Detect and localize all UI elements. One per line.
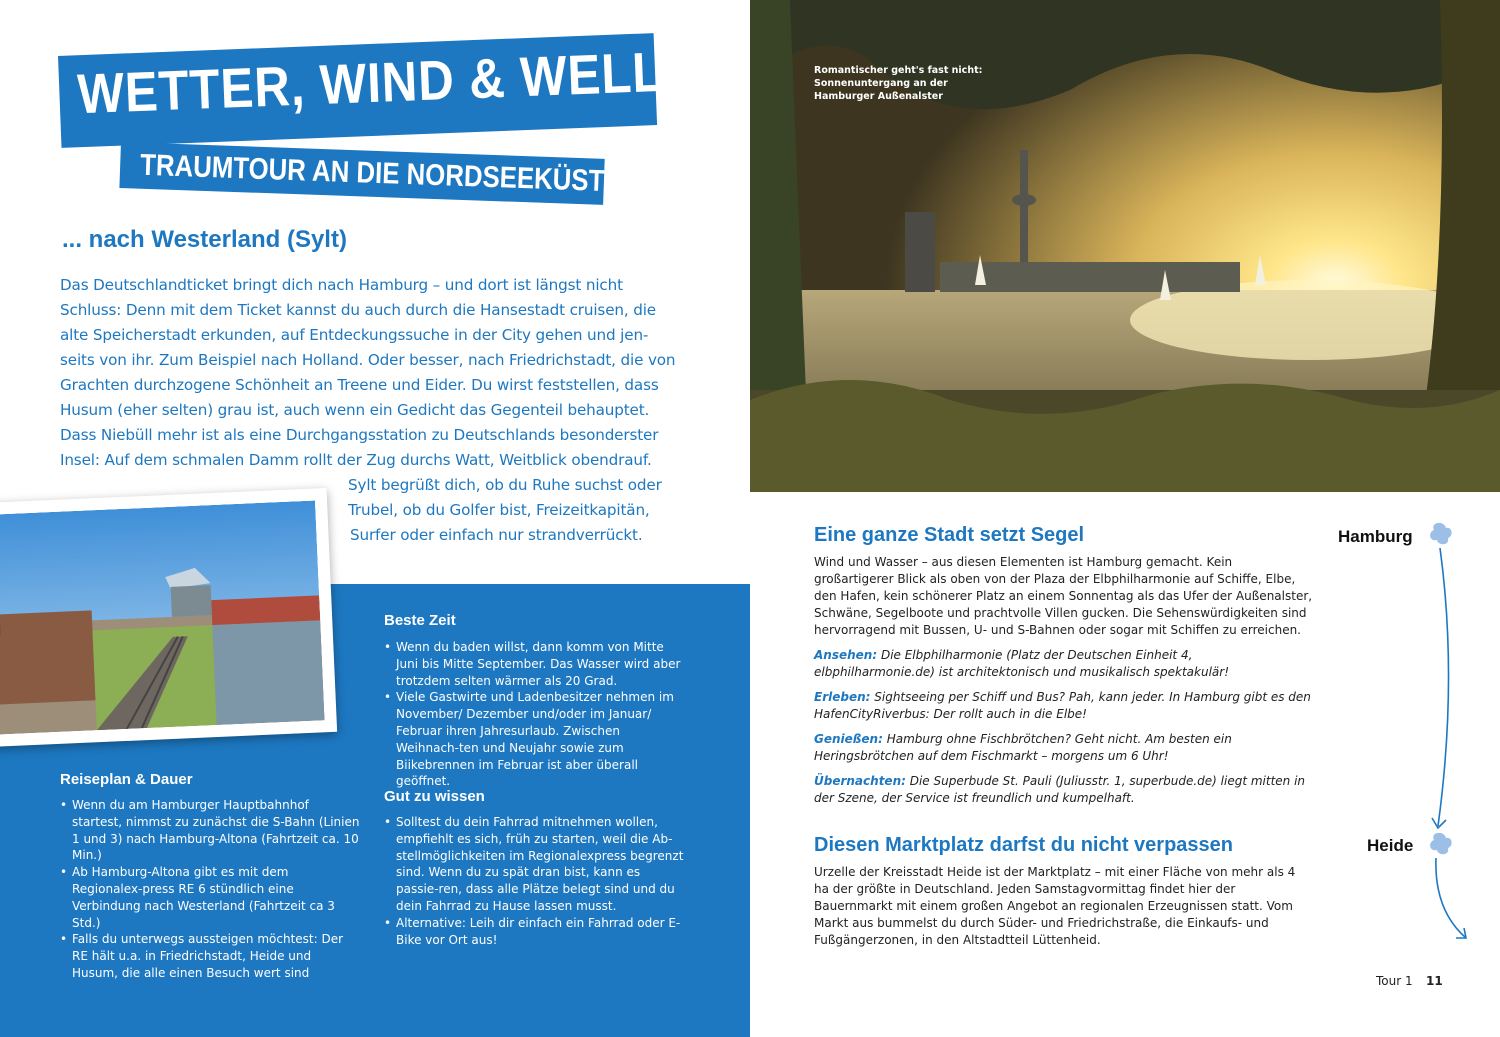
route-arrow-icon — [1420, 520, 1480, 950]
tip-label: Übernachten: — [814, 774, 906, 788]
intro-heading: ... nach Westerland (Sylt) — [62, 226, 347, 253]
city-label-hamburg: Hamburg — [1338, 527, 1413, 546]
list-item: • Wenn du am Hamburger Hauptbahnhof startest, nimmst zu zunächst die S-Bahn (Linien 1 und 3) nach Hamburg-Altona (Fahrtzeit ca. 10 Min.) — [60, 797, 360, 864]
intro-line: Husum (eher selten) grau ist, auch wenn ein Gedicht das Gegenteil behauptet. — [60, 401, 650, 419]
tip-text: Die Elbphilharmonie (Platz der Deutschen Einheit 4, elbphilharmonie.de) ist architektonisch und musikalisch spektakulär! — [814, 648, 1230, 679]
tip-label: Ansehen: — [814, 648, 878, 662]
intro-line: Trubel, ob du Golfer bist, Freizeitkapitän, — [348, 501, 650, 519]
gut-zu-wissen-list — [384, 814, 686, 948]
subtitle-banner — [119, 142, 623, 205]
tip-text: Sightseeing per Schiff und Bus? Pah, kann jeder. In Hamburg gibt es den HafenCityRiverbus: Der rollt auch in die Elbe! — [814, 690, 1311, 721]
page-number: 11 — [1426, 974, 1443, 988]
tip-label: Genießen: — [814, 732, 883, 746]
tip-text: Die Superbude St. Pauli (Juliusstr. 1, superbude.de) liegt mitten in der Szene, der Service ist freundlich und kumpelhaft. — [814, 774, 1306, 805]
beste-zeit-list — [384, 639, 686, 790]
intro-line: Schluss: Denn mit dem Ticket kannst du auch durch die Hansestadt cruisen, die — [60, 301, 656, 319]
harbour-illustration — [0, 501, 325, 736]
beste-zeit-heading: Beste Zeit — [384, 612, 456, 629]
photo-caption: Romantischer geht's fast nicht: Sonnenuntergang an der Hamburger Außenalster — [814, 65, 983, 102]
intro-line: Dass Niebüll mehr ist als eine Durchgangsstation zu Deutschlands besonderster — [60, 426, 659, 444]
intro-line: Sylt begrüßt dich, ob du Ruhe suchst oder — [348, 476, 662, 494]
city-label-heide: Heide — [1367, 836, 1414, 855]
list-item: • Alternative: Leih dir einfach ein Fahrrad oder E-Bike vor Ort aus! — [384, 915, 686, 949]
tip-geniessen — [814, 731, 1314, 765]
list-item: • Solltest du dein Fahrrad mitnehmen wollen, empfiehlt es sich, früh zu starten, weil die Ab-stellmöglichkeiten im Regionalexpress begrenzt sind. Wenn du zu spät dran bist, kann es passie-ren, dass alle Plätze belegt sind und du dein Fahrrad zu Hause lassen musst. — [384, 814, 686, 915]
hamburg-body: Wind und Wasser – aus diesen Elementen ist Hamburg gemacht. Kein großartigerer Blick als oben von der Plaza der Elbphilharmonie auf Schiffe, Elbe, den Hafen, kein schönerer Platz an einem Sonnentag als das Ufer der Außenalster, Schwäne, Segelboote und prachtvolle Villen gucken. Die Sehenswürdigkeiten sind hervorragend mit Bussen, U- und S-Bahnen oder sogar mit Schiffen zu erreichen. — [814, 555, 1313, 637]
tip-uebernachten — [814, 773, 1314, 807]
intro-line: Grachten durchzogene Schönheit an Treene und Eider. Du wirst feststellen, dass — [60, 376, 659, 394]
list-item: • Viele Gastwirte und Ladenbesitzer nehmen im November/ Dezember und/oder im Januar/ Februar ihren Jahresurlaub. Zwischen Weihnach-ten und Neujahr sowie zum Biikebrennen im Februar ist aber überall geöffnet. — [384, 689, 686, 790]
intro-line: Surfer oder einfach nur strandverrückt. — [350, 526, 643, 544]
hamburg-heading: Eine ganze Stadt setzt Segel — [814, 524, 1085, 546]
page-title: WETTER, WIND & WELLEN — [76, 37, 735, 126]
gut-zu-wissen-heading: Gut zu wissen — [384, 788, 485, 805]
intro-line: seits von ihr. Zum Beispiel nach Holland. Oder besser, nach Friedrichstadt, die von — [60, 351, 676, 369]
list-item: • Falls du unterwegs aussteigen möchtest: Der RE hält u.a. in Friedrichstadt, Heide und Husum, die alle einen Besuch wert sind — [60, 931, 360, 981]
heide-heading: Diesen Marktplatz darfst du nicht verpassen — [814, 834, 1234, 856]
tour-label: Tour 1 — [1376, 974, 1413, 988]
list-item: • Ab Hamburg-Altona gibt es mit dem Regionalex-press RE 6 stündlich eine Verbindung nach Westerland (Fahrtzeit ca 3 Std.) — [60, 864, 360, 931]
page-subtitle: TRAUMTOUR AN DIE NORDSEEKÜSTE — [139, 148, 623, 199]
tip-erleben — [814, 689, 1314, 723]
heide-body: Urzelle der Kreisstadt Heide ist der Marktplatz – mit einer Fläche von mehr als 4 ha der größte in Deutschland. Jeden Samstagvormittag findet hier der Bauernmarkt mit einem großen Angebot an regionalen Erzeugnissen statt. Vom Markt aus bummelst du durch Süder- und Friedrichstraße, die Einkaufs- und Fußgängerzonen, in den Altstadtteil Lüttenheid. — [814, 865, 1296, 947]
hamburg-harbour-photo — [0, 488, 337, 748]
tip-label: Erleben: — [814, 690, 871, 704]
title-banner — [58, 33, 735, 148]
reiseplan-list — [60, 797, 360, 982]
hamburg-text — [814, 554, 1314, 807]
intro-line: alte Speicherstadt erkunden, auf Entdeckungssuche in der City gehen und jen- — [60, 326, 649, 344]
reiseplan-heading: Reiseplan & Dauer — [60, 771, 193, 788]
intro-line: Insel: Auf dem schmalen Damm rollt der Zug durchs Watt, Weitblick obendrauf. — [60, 451, 652, 469]
intro-line: Das Deutschlandticket bringt dich nach Hamburg – und dort ist längst nicht — [60, 276, 623, 294]
list-item: • Wenn du baden willst, dann komm von Mitte Juni bis Mitte September. Das Wasser wird aber trotzdem selten wärmer als 20 Grad. — [384, 639, 686, 689]
tip-ansehen — [814, 647, 1314, 681]
tip-text: Hamburg ohne Fischbrötchen? Geht nicht. Am besten ein Heringsbrötchen auf dem Fischmarkt – morgens um 6 Uhr! — [814, 732, 1232, 763]
